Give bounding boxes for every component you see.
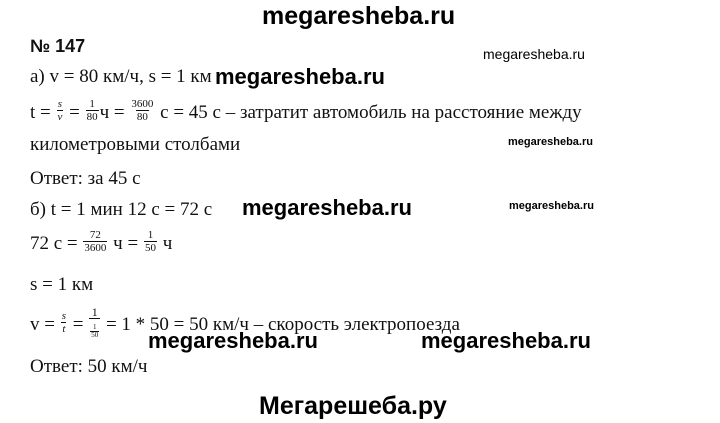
problem-number: № 147 <box>30 36 86 56</box>
part-a-result: с = 45 с – затратит автомобиль на расстояние между <box>160 101 582 123</box>
nested-denominator: 50 <box>91 331 99 339</box>
equals-sign: = <box>72 313 84 335</box>
fraction-numerator: 3600 <box>131 98 154 110</box>
fraction-numerator: 1 <box>89 98 95 110</box>
fraction-denominator: t <box>62 323 66 335</box>
fraction-s-over-v <box>57 98 64 123</box>
equals-sign: = <box>69 101 80 123</box>
conversion-prefix: 72 с = <box>30 232 78 254</box>
fraction-denominator: 80 <box>86 111 98 123</box>
watermark-right-2: megaresheba.ru <box>508 136 593 148</box>
fraction-s-over-t <box>61 310 67 335</box>
watermark-top: megaresheba.ru <box>262 2 456 30</box>
fraction-1-over-1-over-50 <box>89 306 100 339</box>
part-b-given: б) t = 1 мин 12 с = 72 с <box>30 199 213 220</box>
fraction-72-over-3600 <box>83 229 107 254</box>
watermark-line-a: megaresheba.ru <box>215 64 385 89</box>
fraction-denominator: v <box>57 111 63 123</box>
velocity-result: = 1 * 50 = 50 км/ч – скорость электропоезда <box>105 313 460 335</box>
fraction-numerator: s <box>61 310 66 322</box>
fraction-numerator: 72 <box>89 229 101 241</box>
fraction-numerator: s <box>57 98 63 110</box>
fraction-1-over-80 <box>86 98 99 123</box>
nested-numerator: 1 <box>92 323 97 331</box>
fraction-denominator: 3600 <box>84 242 107 254</box>
watermark-right-3: megaresheba.ru <box>509 200 594 212</box>
watermark-mid: megaresheba.ru <box>242 195 412 220</box>
nested-fraction <box>90 324 99 339</box>
conversion-end: ч <box>162 232 173 254</box>
part-a-given: а) v = 80 км/ч, s = 1 км <box>30 66 212 87</box>
part-b-answer: Ответ: 50 км/ч <box>30 356 148 377</box>
fraction-1-over-50 <box>144 229 157 254</box>
watermark-footer: Мегарешеба.ру <box>259 392 447 420</box>
fraction-denominator <box>89 318 100 339</box>
unit-hours: ч = <box>99 101 125 123</box>
fraction-denominator: 50 <box>144 242 156 254</box>
watermark-right-1: megaresheba.ru <box>483 46 585 62</box>
fraction-3600-over-80 <box>130 98 154 123</box>
part-b-distance: s = 1 км <box>30 274 94 295</box>
velocity-prefix: v = <box>30 313 55 335</box>
conversion-mid: ч = <box>113 232 139 254</box>
part-a-continuation: километровыми столбами <box>30 134 241 155</box>
watermark-bottom-left: megaresheba.ru <box>148 328 318 353</box>
part-a-answer: Ответ: за 45 с <box>30 168 141 189</box>
fraction-numerator: 1 <box>91 305 98 319</box>
t-prefix: t = <box>30 101 51 123</box>
fraction-numerator: 1 <box>147 229 154 241</box>
part-b-velocity-line <box>30 305 460 342</box>
fraction-denominator: 80 <box>136 111 148 123</box>
part-a-formula-line <box>30 98 582 126</box>
part-b-conversion-line <box>30 229 173 257</box>
watermark-bottom-right: megaresheba.ru <box>421 328 591 353</box>
